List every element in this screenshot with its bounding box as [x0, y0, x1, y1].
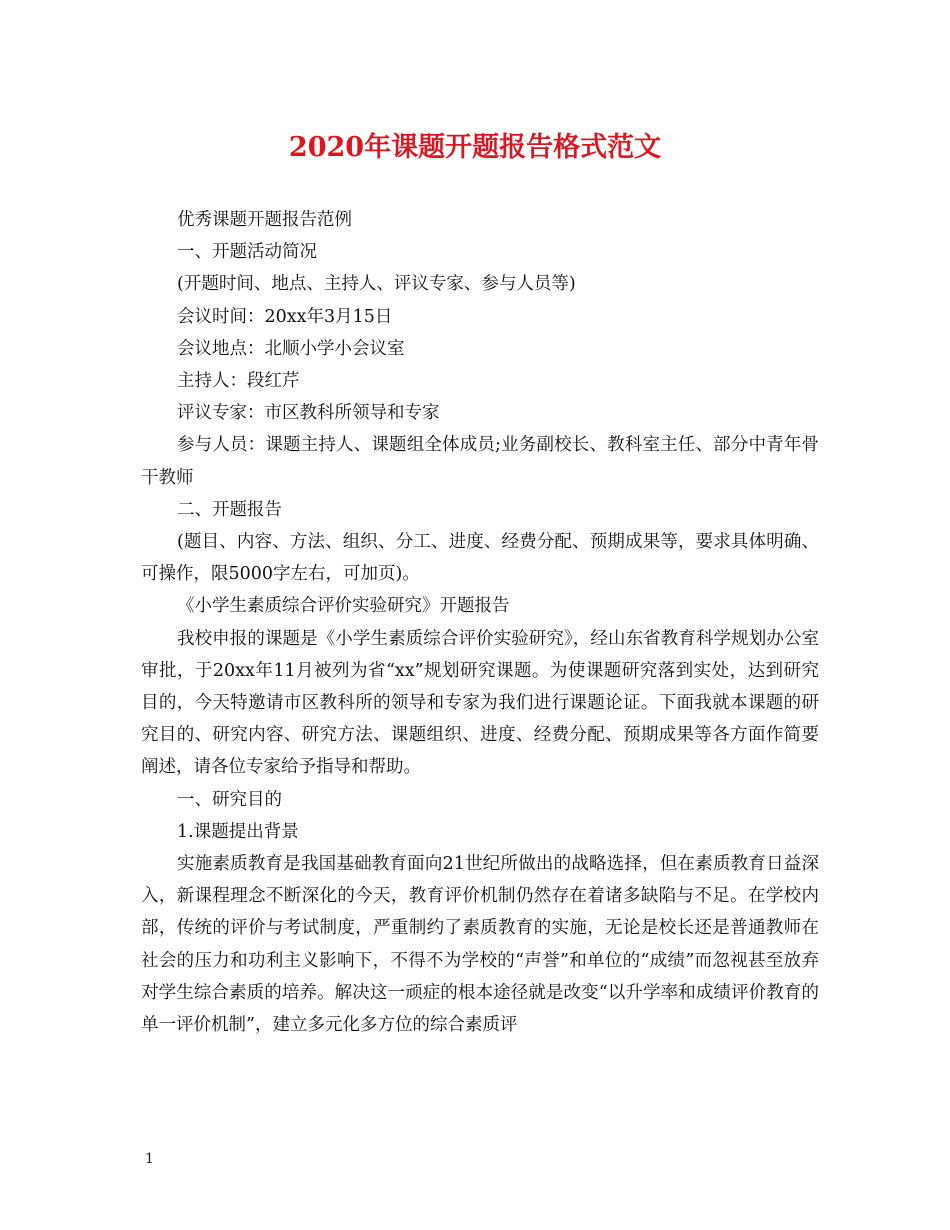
heading-section-2: 二、开题报告	[177, 499, 282, 520]
page-number: 1	[145, 1151, 154, 1167]
paragraph-report-title: 《小学生素质综合评价实验研究》开题报告	[177, 596, 510, 617]
heading-background: 1.课题提出背景	[177, 821, 299, 842]
document-body	[141, 204, 819, 1041]
paragraph-note-2: (题目、内容、方法、组织、分工、进度、经费分配、预期成果等，要求具体明确、可操作，限5000字左右，可加页)。	[141, 532, 819, 585]
paragraph-experts: 评议专家：市区教科所领导和专家	[177, 403, 440, 424]
paragraph-note-1: (开题时间、地点、主持人、评议专家、参与人员等)	[177, 274, 576, 295]
paragraph-meeting-place: 会议地点：北顺小学小会议室	[177, 338, 405, 359]
paragraph-introduction: 我校申报的课题是《小学生素质综合评价实验研究》，经山东省教育科学规划办公室审批，于20xx年11月被列为省“xx”规划研究课题。为使课题研究落到实处，达到研究目的，今天特邀请市区教科所的领导和专家为我们进行课题论证。下面我就本课题的研究目的、研究内容、研究方法、课题组织、进度、经费分配、预期成果等各方面作简要阐述，请各位专家给予指导和帮助。	[141, 628, 819, 778]
paragraph-background: 实施素质教育是我国基础教育面向21世纪所做出的战略选择，但在素质教育日益深入，新课程理念不断深化的今天，教育评价机制仍然存在着诸多缺陷与不足。在学校内部，传统的评价与考试制度，严重制约了素质教育的实施，无论是校长还是普通教师在社会的压力和功利主义影响下，不得不为学校的“声誉”和单位的“成绩”而忽视甚至放弃对学生综合素质的培养。解决这一顽症的根本途径就是改变“以升学率和成绩评价教育的单一评价机制”，建立多元化多方位的综合素质评	[141, 854, 819, 1036]
paragraph-subtitle: 优秀课题开题报告范例	[177, 210, 352, 230]
heading-research-purpose: 一、研究目的	[177, 789, 282, 810]
paragraph-meeting-time: 会议时间：20xx年3月15日	[177, 306, 393, 327]
paragraph-participants: 参与人员：课题主持人、课题组全体成员;业务副校长、教科室主任、部分中青年骨干教师	[141, 435, 819, 488]
heading-section-1: 一、开题活动简况	[177, 242, 317, 263]
paragraph-host: 主持人：段红芹	[177, 371, 300, 392]
document-title: 2020年课题开题报告格式范文	[288, 132, 662, 163]
